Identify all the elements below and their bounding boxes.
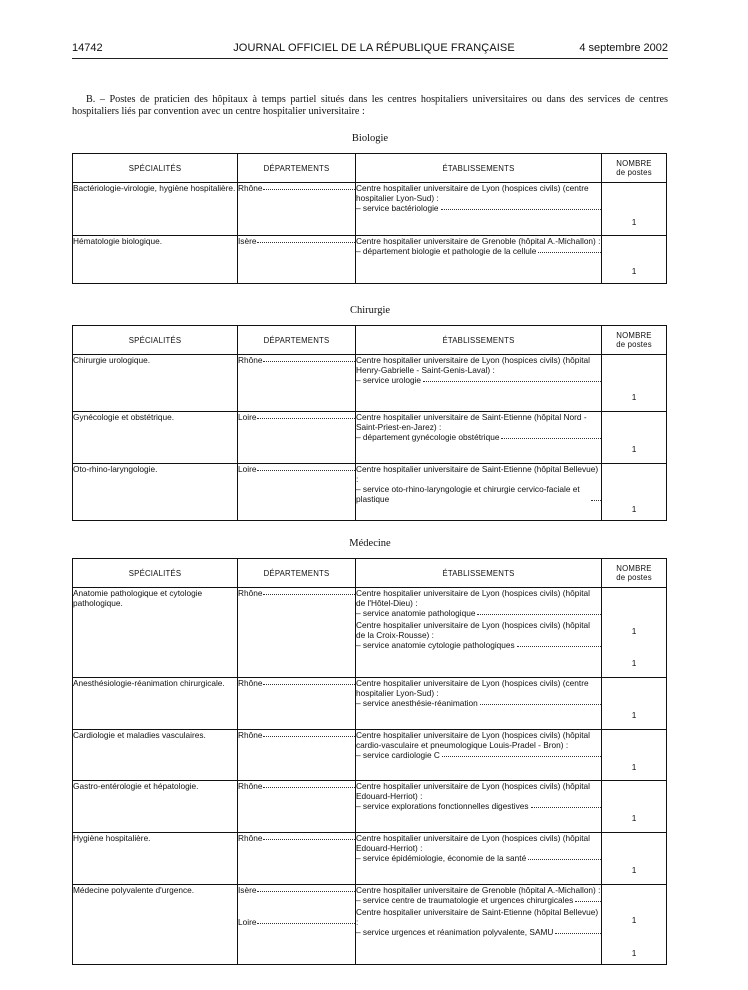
page-number: 14742 xyxy=(72,42,103,54)
section-title-biologie: Biologie xyxy=(351,133,389,144)
nombre-value: 1 xyxy=(631,658,637,668)
departement-cell xyxy=(238,730,356,781)
etablissement-name: Centre hospitalier universitaire de Lyon (hospices civils) (hôpital Henry-Gabrielle - Saint-Genis-Laval) : xyxy=(356,355,590,375)
departement-cell xyxy=(238,464,356,521)
specialite-cell: Médecine polyvalente d'urgence. xyxy=(73,885,238,965)
service-name: – service anatomie cytologie pathologiques xyxy=(356,640,515,650)
departement-name: Loire xyxy=(238,464,257,474)
column-header-specialites: SPÉCIALITÉS xyxy=(73,154,238,183)
nombre-cell xyxy=(602,885,667,965)
table-biologie xyxy=(72,153,667,284)
specialite-cell: Anatomie pathologique et cytologie pathologique. xyxy=(73,588,238,678)
table-header-row xyxy=(73,559,667,588)
departement-name: Rhône xyxy=(238,730,263,740)
departement-name: Rhône xyxy=(238,183,263,193)
departement-name: Loire xyxy=(238,412,257,422)
column-header-nombre xyxy=(602,326,667,355)
nombre-cell xyxy=(602,781,667,833)
departement-cell xyxy=(238,678,356,730)
nombre-cell xyxy=(602,678,667,730)
etablissement-name: Centre hospitalier universitaire de Grenoble (hôpital A.-Michallon) : xyxy=(356,885,601,895)
departement-cell xyxy=(238,833,356,885)
etablissement-name: Centre hospitalier universitaire de Grenoble (hôpital A.-Michallon) : xyxy=(356,236,601,246)
nombre-cell xyxy=(602,833,667,885)
departement-name: Rhône xyxy=(238,678,263,688)
nombre-value: 1 xyxy=(631,504,637,514)
service-name: – département gynécologie obstétrique xyxy=(356,432,500,442)
specialite-cell: Bactériologie-virologie, hygiène hospitalière. xyxy=(73,183,238,236)
etablissement-name: Centre hospitalier universitaire de Lyon (hospices civils) (centre hospitalier Lyon-Sud) : xyxy=(356,183,589,203)
table-row xyxy=(73,236,667,284)
column-header-departements: DÉPARTEMENTS xyxy=(238,326,356,355)
nombre-cell xyxy=(602,236,667,284)
etablissement-cell xyxy=(356,781,602,833)
column-header-nombre xyxy=(602,154,667,183)
etablissement-name: Centre hospitalier universitaire de Saint-Etienne (hôpital Nord - Saint-Priest-en-Jarez) : xyxy=(356,412,587,432)
etablissement-name: Centre hospitalier universitaire de Saint-Etienne (hôpital Bellevue) : xyxy=(356,464,599,484)
column-header-departements: DÉPARTEMENTS xyxy=(238,559,356,588)
departement-cell xyxy=(238,781,356,833)
departement-name: Loire xyxy=(238,917,257,927)
issue-date: 4 septembre 2002 xyxy=(579,42,668,54)
specialite-cell: Hygiène hospitalière. xyxy=(73,833,238,885)
service-name: – service centre de traumatologie et urgences chirurgicales xyxy=(356,895,574,905)
table-row xyxy=(73,588,667,678)
column-header-etablissements: ÉTABLISSEMENTS xyxy=(356,154,602,183)
postes-label: de postes xyxy=(616,340,652,349)
nombre-value: 1 xyxy=(631,217,637,227)
etablissement-cell xyxy=(356,833,602,885)
service-name: – service urologie xyxy=(356,375,422,385)
column-header-specialites: SPÉCIALITÉS xyxy=(73,559,238,588)
etablissement-cell xyxy=(356,730,602,781)
nombre-value: 1 xyxy=(631,865,637,875)
nombre-value: 1 xyxy=(631,813,637,823)
column-header-nombre xyxy=(602,559,667,588)
table-chirurgie xyxy=(72,325,667,521)
table-row xyxy=(73,678,667,730)
etablissement-cell xyxy=(356,588,602,678)
departement-cell xyxy=(238,355,356,412)
table-row xyxy=(73,464,667,521)
etablissement-name: Centre hospitalier universitaire de Lyon (hospices civils) (hôpital de l'Hôtel-Dieu) : xyxy=(356,588,590,608)
table-row xyxy=(73,885,667,965)
header-rule xyxy=(72,58,668,59)
departement-cell xyxy=(238,236,356,284)
departement-cell xyxy=(238,885,356,965)
table-medecine xyxy=(72,558,667,965)
nombre-cell xyxy=(602,412,667,464)
nombre-cell xyxy=(602,183,667,236)
etablissement-cell xyxy=(356,885,602,965)
service-name: – service épidémiologie, économie de la santé xyxy=(356,853,527,863)
departement-name: Rhône xyxy=(238,781,263,791)
column-header-departements: DÉPARTEMENTS xyxy=(238,154,356,183)
etablissement-name: Centre hospitalier universitaire de Lyon (hospices civils) (hôpital Edouard-Herriot) : xyxy=(356,781,590,801)
postes-label: de postes xyxy=(616,573,652,582)
table-row xyxy=(73,183,667,236)
table-row xyxy=(73,833,667,885)
etablissement-name: Centre hospitalier universitaire de Lyon (hospices civils) (hôpital Edouard-Herriot) : xyxy=(356,833,590,853)
nombre-label: NOMBRE xyxy=(616,331,652,340)
specialite-cell: Chirurgie urologique. xyxy=(73,355,238,412)
nombre-label: NOMBRE xyxy=(616,159,652,168)
nombre-cell xyxy=(602,464,667,521)
nombre-label: NOMBRE xyxy=(616,564,652,573)
journal-title: JOURNAL OFFICIEL DE LA RÉPUBLIQUE FRANÇAISE xyxy=(233,42,515,54)
departement-name: Rhône xyxy=(238,588,263,598)
etablissement-cell xyxy=(356,183,602,236)
section-title-chirurgie: Chirurgie xyxy=(349,305,391,316)
nombre-cell xyxy=(602,730,667,781)
etablissement-cell xyxy=(356,412,602,464)
etablissement-name: Centre hospitalier universitaire de Lyon (hospices civils) (hôpital cardio-vasculaire et pneumologique Louis-Pradel - Bron) : xyxy=(356,730,590,750)
etablissement-name: Centre hospitalier universitaire de Lyon (hospices civils) (centre hospitalier Lyon-Sud) : xyxy=(356,678,589,698)
service-name: – service anesthésie-réanimation xyxy=(356,698,478,708)
nombre-value: 1 xyxy=(631,266,637,276)
service-name: – service explorations fonctionnelles digestives xyxy=(356,801,529,811)
table-row xyxy=(73,730,667,781)
nombre-cell xyxy=(602,588,667,678)
table-header-row xyxy=(73,326,667,355)
specialite-cell: Anesthésiologie-réanimation chirurgicale. xyxy=(73,678,238,730)
column-header-etablissements: ÉTABLISSEMENTS xyxy=(356,326,602,355)
departement-cell xyxy=(238,412,356,464)
service-name: – service cardiologie C xyxy=(356,750,440,760)
table-row xyxy=(73,355,667,412)
specialite-cell: Hématologie biologique. xyxy=(73,236,238,284)
nombre-value: 1 xyxy=(631,626,637,636)
table-header-row xyxy=(73,154,667,183)
departement-name: Rhône xyxy=(238,355,263,365)
column-header-specialites: SPÉCIALITÉS xyxy=(73,326,238,355)
departement-name: Isère xyxy=(238,236,257,246)
table-row xyxy=(73,412,667,464)
specialite-cell: Gynécologie et obstétrique. xyxy=(73,412,238,464)
etablissement-cell xyxy=(356,678,602,730)
etablissement-name: Centre hospitalier universitaire de Lyon (hospices civils) (hôpital de la Croix-Rousse) : xyxy=(356,620,590,640)
specialite-cell: Oto-rhino-laryngologie. xyxy=(73,464,238,521)
postes-label: de postes xyxy=(616,168,652,177)
etablissement-name: Centre hospitalier universitaire de Saint-Etienne (hôpital Bellevue) : xyxy=(356,907,599,927)
column-header-etablissements: ÉTABLISSEMENTS xyxy=(356,559,602,588)
service-name: – service urgences et réanimation polyvalente, SAMU xyxy=(356,927,554,937)
departement-cell xyxy=(238,588,356,678)
service-name: – département biologie et pathologie de la cellule xyxy=(356,246,537,256)
departement-name: Isère xyxy=(238,885,257,895)
section-title-medecine: Médecine xyxy=(349,538,391,549)
etablissement-cell xyxy=(356,236,602,284)
table-row xyxy=(73,781,667,833)
nombre-value: 1 xyxy=(631,915,637,925)
nombre-value: 1 xyxy=(631,948,637,958)
departement-cell xyxy=(238,183,356,236)
service-name: – service oto-rhino-laryngologie et chirurgie cervico-faciale et plastique xyxy=(356,484,580,504)
nombre-value: 1 xyxy=(631,762,637,772)
departement-name: Rhône xyxy=(238,833,263,843)
service-name: – service bactériologie xyxy=(356,203,439,213)
etablissement-cell xyxy=(356,464,602,521)
nombre-value: 1 xyxy=(631,392,637,402)
specialite-cell: Cardiologie et maladies vasculaires. xyxy=(73,730,238,781)
intro-paragraph: B. – Postes de praticien des hôpitaux à temps partiel situés dans les centres hospitaliers universitaires ou dans des services de centres hospitaliers liés par convention avec un centre hospitalier universitaire : xyxy=(72,94,668,117)
nombre-value: 1 xyxy=(631,444,637,454)
specialite-cell: Gastro-entérologie et hépatologie. xyxy=(73,781,238,833)
nombre-cell xyxy=(602,355,667,412)
service-name: – service anatomie pathologique xyxy=(356,608,476,618)
etablissement-cell xyxy=(356,355,602,412)
nombre-value: 1 xyxy=(631,710,637,720)
